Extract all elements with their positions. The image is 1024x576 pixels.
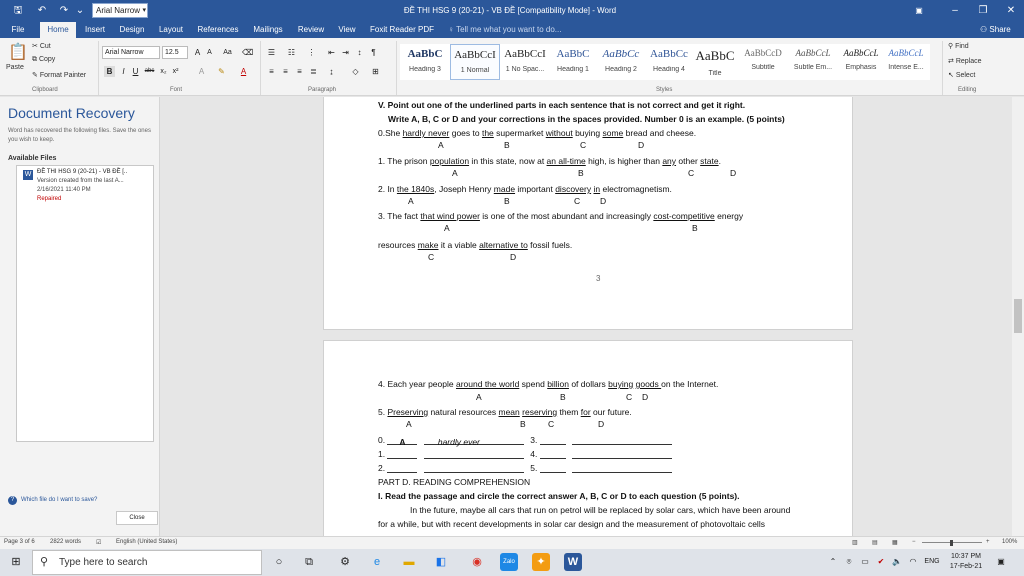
task-view-icon[interactable]: ⧉ <box>305 556 313 568</box>
zoom-slider-thumb[interactable] <box>950 540 953 546</box>
cut-button[interactable] <box>32 42 51 50</box>
answer-blank[interactable] <box>540 451 566 459</box>
style-sample: AaBbCcL <box>795 48 831 58</box>
style-heading-2[interactable] <box>596 44 646 80</box>
copy-label: Copy <box>38 56 56 63</box>
text-effects-icon[interactable]: A <box>198 67 205 76</box>
section-heading: PART D. READING COMPREHENSION <box>378 477 531 487</box>
align-left-icon[interactable]: ≡ <box>269 67 274 76</box>
answer-number: 4. <box>530 449 538 459</box>
style-name: Heading 3 <box>409 66 441 73</box>
user-account-icon[interactable]: ▣ <box>915 6 923 15</box>
cut-label: Cut <box>39 43 51 50</box>
scrollbar-thumb[interactable] <box>1014 299 1022 333</box>
select-button[interactable] <box>948 71 975 79</box>
save-icon[interactable]: 🖫 <box>13 5 23 16</box>
share-label: Share <box>989 25 1011 34</box>
option-letter: D <box>510 252 517 262</box>
search-icon: ⚲ <box>40 556 49 568</box>
volume-icon[interactable]: 🔈 <box>892 557 902 566</box>
lightbulb-icon: ♀ <box>448 25 457 34</box>
answer-blank[interactable] <box>540 465 566 473</box>
title-bar <box>0 0 1024 22</box>
tab-insert[interactable]: Insert <box>84 25 105 34</box>
group-divider <box>260 41 261 95</box>
brush-icon: ✎ <box>32 72 40 79</box>
word-app-icon[interactable]: W <box>564 553 582 571</box>
option-letter: D <box>642 392 649 402</box>
answer-number: 0. <box>378 435 386 445</box>
sentence-2: 2. In the 1840s, Joseph Henry made important discovery in electromagnetism. <box>378 184 672 194</box>
answer-row-2 <box>378 463 672 473</box>
style-heading-3[interactable] <box>400 44 450 80</box>
page-number: 3 <box>596 274 601 283</box>
ribbon <box>0 38 1024 96</box>
justify-icon[interactable]: ≣ <box>310 67 317 76</box>
font-color-icon[interactable]: A <box>240 67 247 76</box>
font-group-label: Font <box>170 87 183 93</box>
document-recovery-pane <box>0 97 160 536</box>
font-size-value: 12.5 <box>165 49 179 56</box>
clear-formatting-icon[interactable]: ⌫ <box>242 48 254 57</box>
option-letter: B <box>560 392 566 402</box>
recovered-file-status: Repaired <box>37 196 62 202</box>
notifications-icon[interactable]: ▣ <box>997 557 1005 566</box>
sentence-0: 0.She hardly never goes to the supermarket without buying some bread and cheese. <box>378 128 697 138</box>
answer-blank[interactable] <box>387 451 417 459</box>
person-icon: ⚇ <box>980 25 990 34</box>
qat-font-name: Arial Narrow <box>96 6 141 15</box>
system-clock[interactable] <box>944 552 988 572</box>
line-spacing-icon[interactable]: ↨ <box>329 67 334 76</box>
tab-design[interactable]: Design <box>119 25 145 34</box>
paste-icon[interactable]: 📋 <box>8 44 28 61</box>
web-layout-icon[interactable]: ▦ <box>892 540 898 546</box>
change-case-icon[interactable]: Aa <box>223 49 232 56</box>
wifi-icon[interactable]: ◠ <box>909 557 917 566</box>
style-sample: AaBbC <box>407 48 443 60</box>
taskbar <box>0 549 1024 576</box>
option-letter: C <box>548 419 555 429</box>
option-letter: C <box>688 168 695 178</box>
clock-time: 10:37 PM <box>951 553 981 560</box>
find-label: Find <box>955 43 969 50</box>
tab-mailings[interactable]: Mailings <box>253 25 283 34</box>
replace-button[interactable] <box>948 57 982 65</box>
option-letter: B <box>520 419 526 429</box>
proofing-icon[interactable]: ☑ <box>96 540 102 546</box>
sentence-1: 1. The prison population in this state, now at an all-time high, is higher than any other state. <box>378 156 721 166</box>
sentence-3-continued: resources make it a viable alternative to fossil fuels. <box>378 240 573 250</box>
option-letter: C <box>574 196 581 206</box>
clipboard-group-label: Clipboard <box>32 87 58 93</box>
vertical-scrollbar[interactable] <box>1012 97 1024 536</box>
subscript-icon[interactable]: x₂ <box>160 68 167 75</box>
language-indicator[interactable]: English (United States) <box>116 539 178 545</box>
group-divider <box>396 41 397 95</box>
format-painter-button[interactable] <box>32 71 86 79</box>
tab-foxit-reader[interactable]: Foxit Reader PDF <box>369 25 435 34</box>
recovery-close-button[interactable]: Close <box>116 511 158 525</box>
antivirus-icon[interactable]: ✔ <box>877 557 885 566</box>
style-sample: AaBbCcD <box>744 48 782 58</box>
style-name: Emphasis <box>845 64 877 71</box>
answer-number: 5. <box>530 463 538 473</box>
style-subtle-emphasis[interactable] <box>788 44 838 80</box>
ribbon-tabs <box>0 22 1024 38</box>
style-heading-4[interactable] <box>644 44 694 80</box>
battery-icon[interactable]: ▭ <box>861 557 869 566</box>
option-letter: B <box>692 223 698 233</box>
option-letter: A <box>406 419 412 429</box>
option-letter: A <box>438 140 444 150</box>
windows-start-icon[interactable]: ⊞ <box>11 556 21 568</box>
grow-font-icon[interactable]: A <box>194 48 201 57</box>
cursor-icon: ↖ <box>948 72 956 79</box>
sort-icon[interactable]: ↕ <box>357 48 362 57</box>
word-count[interactable]: 2822 words <box>50 539 82 545</box>
customize-qat-icon[interactable]: ⌄ <box>75 5 85 16</box>
status-bar <box>0 536 1024 549</box>
select-label: Select <box>955 72 976 79</box>
recovered-file-date: 2/16/2021 11:40 PM <box>37 187 91 193</box>
recovery-description: Word has recovered the following files. Save the ones you wish to keep. <box>8 128 151 143</box>
find-button[interactable] <box>948 42 969 50</box>
editing-group-label: Editing <box>958 87 977 93</box>
word-file-icon: W <box>24 171 32 178</box>
option-letter: D <box>730 168 737 178</box>
option-letter: C <box>428 252 435 262</box>
replace-icon: ⇄ <box>948 58 956 65</box>
available-files-heading: Available Files <box>8 155 57 162</box>
superscript-icon[interactable]: x² <box>172 68 179 75</box>
sentence-4: 4. Each year people around the world spend billion of dollars buying goods on the Internet. <box>378 379 719 389</box>
answer-blank[interactable] <box>540 437 566 445</box>
italic-icon[interactable]: I <box>122 67 125 76</box>
replace-label: Replace <box>955 58 982 65</box>
document-area <box>161 97 1012 536</box>
reading-paragraph-line: for a while, but with recent developments in solar car design and the measurement of photovoltaic cells <box>378 519 765 529</box>
undo-icon[interactable]: ↶ <box>37 5 47 16</box>
show-marks-icon[interactable]: ¶ <box>371 48 376 57</box>
borders-icon[interactable]: ⊞ <box>372 67 379 76</box>
network-icon[interactable]: ⌾ <box>846 557 852 566</box>
multilevel-list-icon[interactable]: ⋮ <box>307 48 316 57</box>
numbering-icon[interactable]: ☷ <box>287 48 296 57</box>
qat-font-combo[interactable] <box>92 3 148 18</box>
copy-icon: ⧉ <box>32 56 39 63</box>
file-explorer-icon[interactable]: ▬ <box>403 556 415 568</box>
sentence-3: 3. The fact that wind power is one of the most abundant and increasingly cost-competitive energy <box>378 211 744 221</box>
sentence-5: 5. Preserving natural resources mean reserving them for our future. <box>378 407 632 417</box>
style-sample: AaBbCc <box>650 48 688 60</box>
correction-blank[interactable] <box>572 451 672 459</box>
option-letter: D <box>638 140 645 150</box>
font-name-select[interactable] <box>102 46 160 59</box>
style-name: 1 Normal <box>460 67 490 74</box>
bullets-icon[interactable]: ☰ <box>267 48 276 57</box>
read-mode-icon[interactable]: ▥ <box>852 540 858 546</box>
style-title[interactable] <box>690 44 740 80</box>
correction-blank[interactable] <box>424 451 524 459</box>
recovered-file-name: ĐỀ THI HSG 9 (20-21) - VB ĐỀ [.. <box>37 169 128 175</box>
shrink-font-icon[interactable]: A <box>207 49 212 56</box>
paragraph-group-label: Paragraph <box>308 87 337 93</box>
style-no-spacing[interactable] <box>500 44 550 80</box>
tell-me-text: Tell me what you want to do... <box>456 25 562 34</box>
close-window-button[interactable]: ✕ <box>1006 5 1016 16</box>
exercise-instruction: Write A, B, C or D and your corrections in the spaces provided. Number 0 is an example. (5 points) <box>388 114 785 124</box>
style-sample: AaBbCcI <box>504 48 546 60</box>
option-letter: A <box>408 196 414 206</box>
tab-file[interactable]: File <box>11 25 25 34</box>
search-icon: ⚲ <box>948 43 956 50</box>
styles-group-label: Styles <box>656 87 673 93</box>
highlight-icon[interactable]: ✎ <box>218 67 225 76</box>
style-subtitle[interactable] <box>738 44 788 80</box>
option-letter: C <box>626 392 633 402</box>
strikethrough-icon[interactable]: abc <box>144 68 155 74</box>
document-title: ĐỀ THI HSG 9 (20-21) - VB ĐỀ [Compatibility Mode] - Word <box>403 6 617 15</box>
style-sample: AaBbC <box>695 48 735 63</box>
minimize-button[interactable]: – <box>952 5 958 16</box>
tab-home[interactable]: Home <box>40 22 76 38</box>
answer-number: 1. <box>378 449 386 459</box>
clock-date: 17-Feb-21 <box>949 563 983 570</box>
tab-references[interactable]: References <box>197 25 239 34</box>
style-sample: AaBbCcI <box>454 49 496 61</box>
zalo-icon[interactable]: Zalo <box>500 553 518 571</box>
correction-blank[interactable] <box>572 465 672 473</box>
recovery-help-text: Which file do I want to save? <box>21 497 98 503</box>
correction-blank[interactable] <box>572 437 672 445</box>
answer-number: 3. <box>530 435 538 445</box>
font-size-select[interactable] <box>162 46 188 59</box>
scissors-icon: ✂ <box>32 43 40 50</box>
increase-indent-icon[interactable]: ⇥ <box>342 48 349 57</box>
correction-blank[interactable] <box>424 465 524 473</box>
edge-browser-icon[interactable]: e <box>373 556 381 568</box>
style-name: Heading 4 <box>653 66 685 73</box>
option-letter: D <box>598 419 605 429</box>
reading-paragraph-line: In the future, maybe all cars that run on petrol will be replaced by solar cars, which have been around <box>410 505 791 515</box>
answer-row-0 <box>378 435 672 445</box>
document-page[interactable] <box>323 97 853 330</box>
taskbar-search-text: Type here to search <box>59 557 148 568</box>
exercise-heading: V. Point out one of the underlined parts in each sentence that is not correct and get it right. <box>378 100 746 110</box>
answer-row-1 <box>378 449 672 459</box>
option-letter: A <box>444 223 450 233</box>
underline-icon[interactable]: U <box>132 67 139 76</box>
taskbar-search-input[interactable] <box>32 550 262 575</box>
style-sample: AaBbCc <box>602 48 640 60</box>
style-name: Title <box>708 70 722 77</box>
recovered-file-version: Version created from the last A... <box>37 178 124 184</box>
style-name: Subtitle <box>751 64 775 71</box>
question-icon: ? <box>8 496 17 505</box>
tab-view[interactable]: View <box>338 25 356 34</box>
settings-icon[interactable]: ⚙ <box>340 556 350 568</box>
font-name-value: Arial Narrow <box>105 49 144 56</box>
store-icon[interactable]: ◧ <box>435 556 447 568</box>
bold-icon[interactable]: B <box>104 66 115 77</box>
redo-icon[interactable]: ↷ <box>59 5 69 16</box>
style-name: Heading 2 <box>605 66 637 73</box>
page-indicator[interactable]: Page 3 of 6 <box>4 539 35 545</box>
cortana-icon[interactable]: ○ <box>275 556 283 568</box>
zoom-level[interactable]: 100% <box>1002 539 1018 545</box>
zoom-out-icon[interactable]: − <box>912 539 916 545</box>
copy-button[interactable] <box>32 56 55 64</box>
shading-icon[interactable]: ◇ <box>352 67 359 76</box>
zoom-in-icon[interactable]: + <box>986 539 990 545</box>
option-letter: A <box>452 168 458 178</box>
show-hidden-icons-icon[interactable]: ⌃ <box>829 557 837 566</box>
style-heading-1[interactable] <box>548 44 598 80</box>
tab-layout[interactable]: Layout <box>158 25 184 34</box>
chevron-down-icon: ▾ <box>142 7 146 14</box>
reading-heading: I. Read the passage and circle the correct answer A, B, C or D to each question (5 points). <box>378 491 740 501</box>
style-sample: AaBbCcL <box>888 48 924 58</box>
app-icon[interactable]: ✦ <box>532 553 550 571</box>
format-painter-label: Format Painter <box>39 72 87 79</box>
option-letter: B <box>578 168 584 178</box>
style-emphasis[interactable] <box>836 44 886 80</box>
recovery-help-link[interactable] <box>8 496 97 505</box>
chrome-icon[interactable]: ◉ <box>472 556 482 568</box>
paste-label[interactable]: Paste <box>6 64 24 71</box>
tell-me-input[interactable] <box>448 22 561 38</box>
style-name: Intense E... <box>888 64 924 71</box>
answer-blank[interactable]: A <box>387 437 417 445</box>
style-name: Heading 1 <box>557 66 589 73</box>
answer-number: 2. <box>378 463 386 473</box>
group-divider <box>98 41 99 95</box>
style-name: 1 No Spac... <box>505 66 545 73</box>
option-letter: B <box>504 196 510 206</box>
style-sample: AaBbCcL <box>843 48 879 58</box>
document-page[interactable] <box>323 340 853 536</box>
style-normal[interactable] <box>450 44 500 80</box>
option-letter: D <box>600 196 607 206</box>
style-sample: AaBbC <box>556 48 590 60</box>
style-name: Subtle Em... <box>793 64 833 71</box>
align-center-icon[interactable]: ≡ <box>283 67 288 76</box>
input-language[interactable]: ENG <box>924 558 940 565</box>
option-letter: B <box>504 140 510 150</box>
answer-blank[interactable] <box>387 465 417 473</box>
tab-review[interactable]: Review <box>297 25 325 34</box>
recovered-files-list <box>16 165 154 442</box>
align-right-icon[interactable]: ≡ <box>297 67 302 76</box>
option-letter: A <box>476 392 482 402</box>
style-intense-emphasis[interactable] <box>882 44 930 80</box>
restore-button[interactable]: ❐ <box>978 5 988 16</box>
recovered-file-item[interactable] <box>19 168 151 212</box>
recovery-title: Document Recovery <box>8 105 135 121</box>
print-layout-icon[interactable]: ▤ <box>872 540 878 546</box>
option-letter: C <box>580 140 587 150</box>
share-button[interactable] <box>980 22 1011 38</box>
correction-blank[interactable]: hardly ever <box>424 437 524 445</box>
group-divider <box>942 41 943 95</box>
decrease-indent-icon[interactable]: ⇤ <box>328 48 335 57</box>
